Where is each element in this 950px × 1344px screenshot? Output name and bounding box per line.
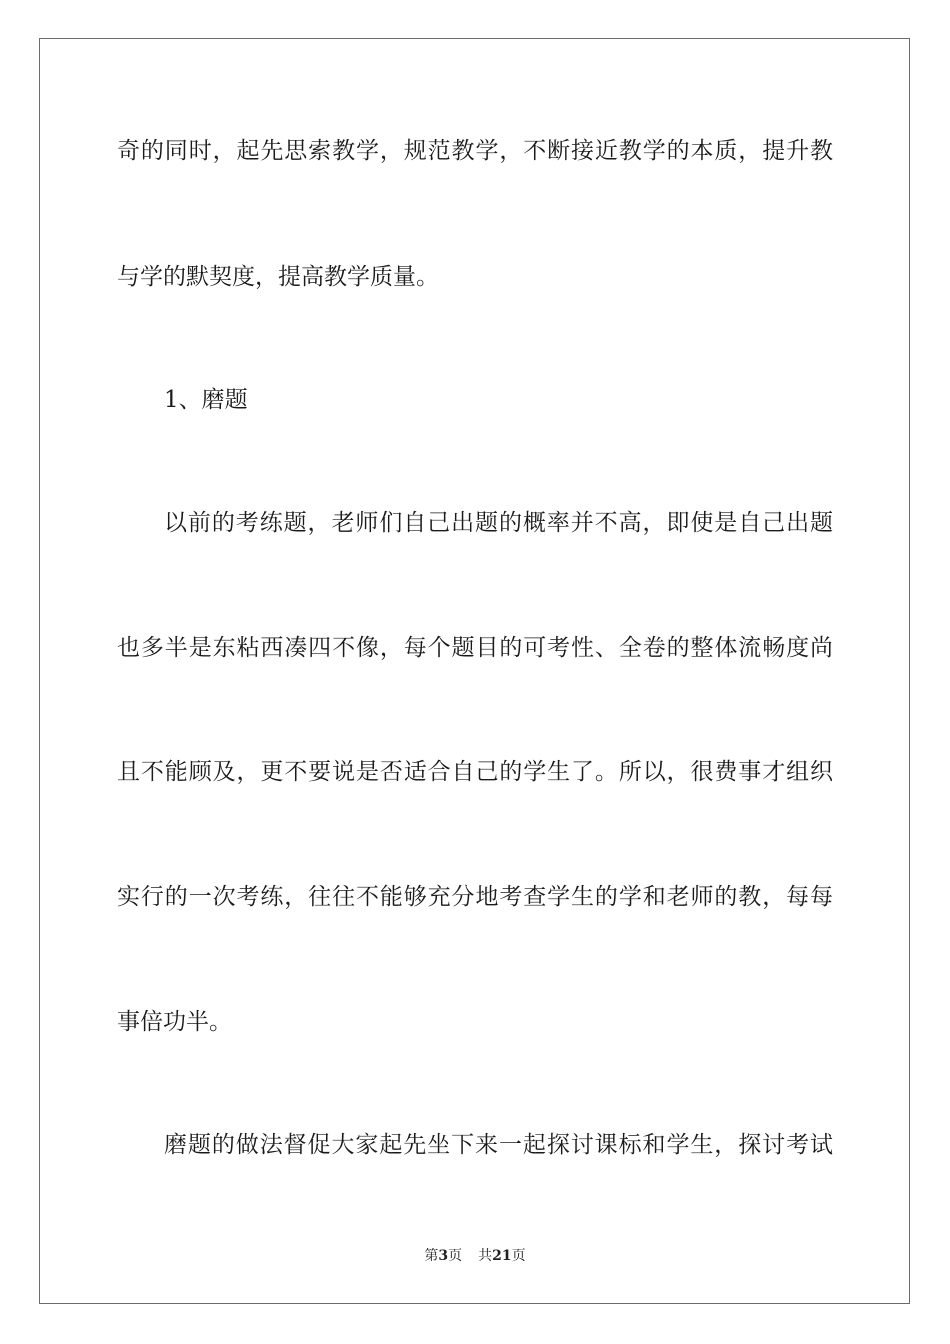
body-line-7: 事倍功半。 [117, 1009, 232, 1035]
body-line-5: 且不能顾及，更不要说是否适合自己的学生了。所以，很费事才组织 [117, 759, 833, 785]
body-line-6: 实行的一次考练，往往不能够充分地考查学生的学和老师的教，每每 [117, 884, 833, 910]
current-page-number: 3 [438, 1248, 449, 1264]
body-line-4: 也多半是东粘西凑四不像，每个题目的可考性、全卷的整体流畅度尚 [117, 635, 833, 661]
page-label-suffix: 页 [448, 1248, 463, 1264]
total-page-count: 21 [492, 1248, 512, 1264]
total-label-prefix: 共 [478, 1248, 493, 1264]
body-line-1: 奇的同时，起先思索教学，规范教学，不断接近教学的本质，提升教 [117, 138, 833, 164]
page-footer [0, 1247, 950, 1265]
page-border [39, 38, 910, 1304]
body-line-3: 以前的考练题，老师们自己出题的概率并不高，即使是自己出题 [164, 510, 833, 536]
page-label-prefix: 第 [424, 1248, 439, 1264]
total-label-suffix: 页 [511, 1248, 526, 1264]
section-heading: 1、磨题 [164, 387, 248, 413]
body-line-8: 磨题的做法督促大家起先坐下来一起探讨课标和学生，探讨考试 [164, 1132, 833, 1158]
body-line-2: 与学的默契度，提高教学质量。 [117, 264, 439, 290]
